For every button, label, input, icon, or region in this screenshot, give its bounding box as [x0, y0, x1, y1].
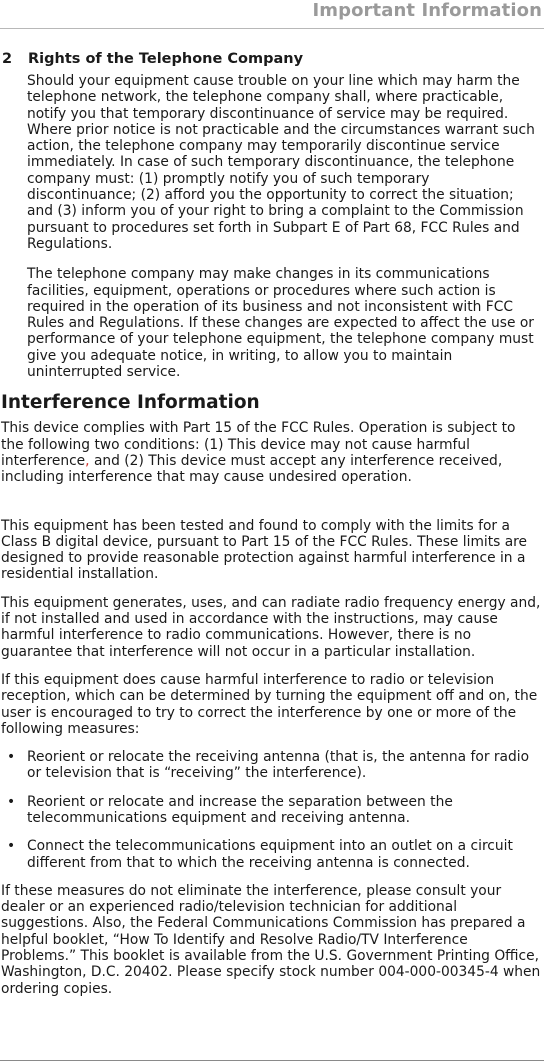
bullet-text: Reorient or relocate and increase the separation between the telecommunications equipment and receiving antenna.: [27, 793, 453, 826]
header-title: Important Information: [312, 0, 542, 21]
interference-paragraph-1-part-b: and (2) This device must accept any interference received, including interference that may cause undesired operation.: [1, 452, 503, 486]
highlighted-comma: ,: [85, 452, 90, 469]
bullet-text: Reorient or relocate the receiving antenna (that is, the antenna for radio or television that is “receiving” the interference).: [27, 749, 530, 782]
measure-bullet-2: [7, 793, 544, 827]
bullet-icon: •: [7, 749, 16, 766]
interference-heading: Interference Information: [1, 392, 260, 414]
interference-paragraph-5: If these measures do not eliminate the interference, please consult your dealer or an experienced radio/television technician for additional suggestions. Also, the Federal Communications Commission has prepared a helpful booklet, “How To Identify and Resolve Radio/TV Interference Problems.” This booklet is available from the U.S. Government Printing Office, Washington, D.C. 20402. Please specify stock number 004-000-00345-4 when ordering copies.: [1, 882, 541, 997]
interference-paragraph-4: If this equipment does cause harmful interference to radio or television reception, which can be determined by turning the equipment off and on, the user is encouraged to try to correct the interference by one or more of the following measures:: [1, 671, 538, 737]
measure-bullet-1: [7, 749, 544, 782]
bullet-icon: •: [7, 838, 16, 855]
interference-paragraph-3: This equipment generates, uses, and can radiate radio frequency energy and, if not installed and used in accordance with the instructions, may cause harmful interference to radio communications. However, there is no guarantee that interference will not occur in a particular installation.: [1, 594, 541, 660]
interference-paragraph-2: This equipment has been tested and found to comply with the limits for a Class B digital device, pursuant to Part 15 of the FCC Rules. These limits are designed to provide reasonable protection against harmful interference in a residential installation.: [1, 517, 528, 583]
measure-bullet-3: [7, 838, 544, 871]
bullet-icon: •: [7, 793, 16, 810]
interference-paragraph-1: [1, 420, 542, 485]
section-paragraph-2: The telephone company may make changes in its communications facilities, equipment, operations or procedures where such action is required in the operation of its business and not inconsistent with FCC Rules and Regulations. If these changes are expected to affect the use or performance of your telephone equipment, the telephone company must give you adequate notice, in writing, to allow you to maintain uninterrupted service.: [27, 266, 534, 381]
section-number: 2: [2, 51, 13, 67]
page-content: [0, 50, 544, 997]
section-paragraph-1: Should your equipment cause trouble on your line which may harm the telephone network, the telephone company shall, where practicable, notify you that temporary discontinuance of service may be required. Where prior notice is not practicable and the circumstances warrant such action, the telephone company may temporarily discontinue service immediately. In case of such temporary discontinuance, the telephone company must: (1) promptly notify you of such temporary discontinuance; (2) afford you the opportunity to correct the situation; and (3) inform you of your right to bring a complaint to the Commission pursuant to procedures set forth in Subpart E of Part 68, FCC Rules and Regulations.: [27, 73, 535, 252]
footer-divider: [0, 1060, 544, 1061]
interference-paragraph-1-part-a: This device complies with Part 15 of the FCC Rules. Operation is subject to the following two conditions: (1) This device may not cause harmful interference: [1, 420, 516, 469]
page-header: [0, 0, 544, 29]
bullet-text: Connect the telecommunications equipment into an outlet on a circuit different from that to which the receiving antenna is connected.: [27, 838, 513, 871]
section-title: Rights of the Telephone Company: [28, 51, 304, 67]
section-heading: [2, 50, 544, 68]
